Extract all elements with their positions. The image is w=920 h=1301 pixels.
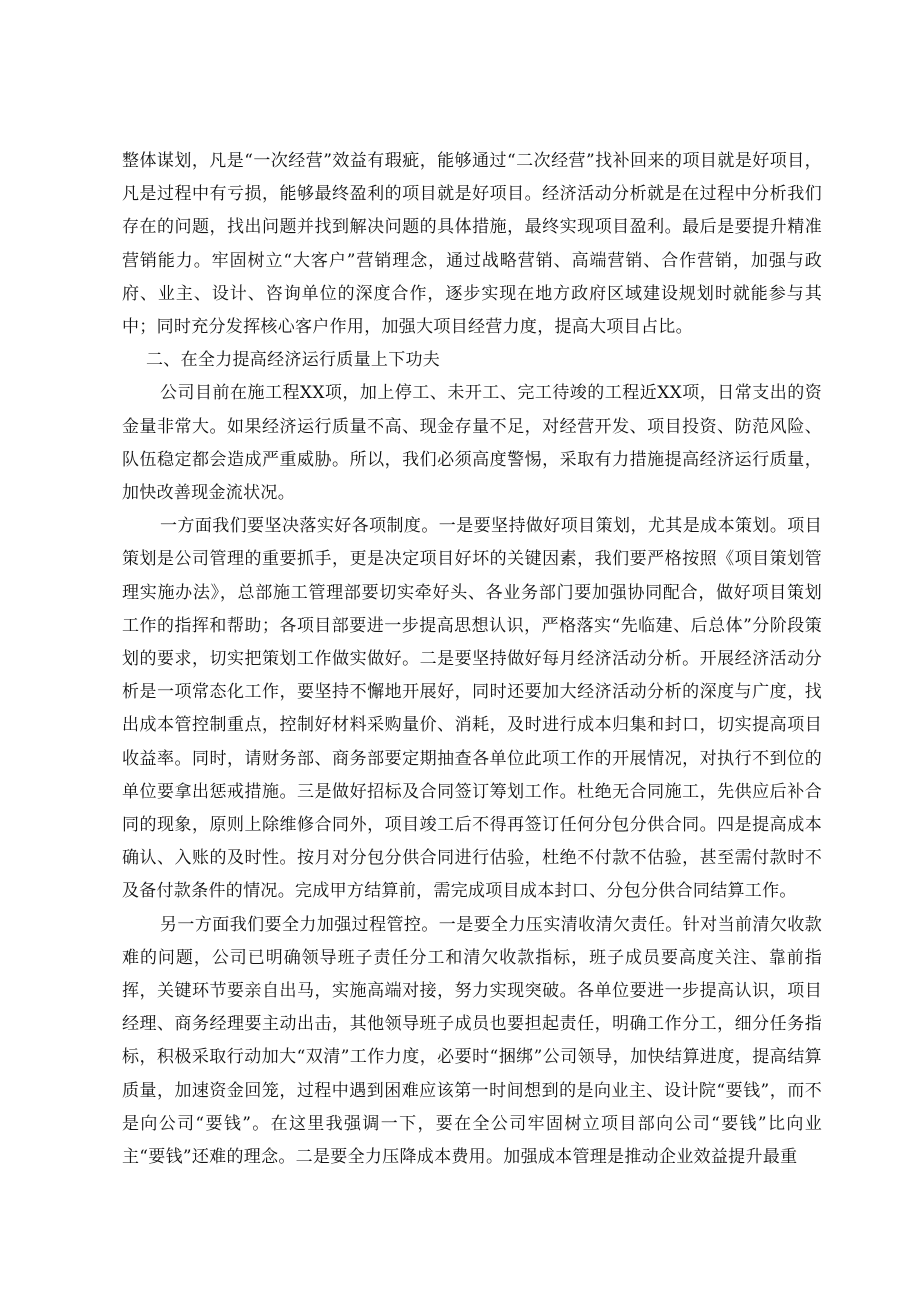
paragraph-implement-systems: 一方面我们要坚决落实好各项制度。一是要坚持做好项目策划，尤其是成本策划。项目策划是公司管理的重要抓手，更是决定项目好坏的关键因素，我们要严格按照《项目策划管理实施办法》，总部施工管理部要切实牵好头、各业务部门要加强协同配合，做好项目策划工作的指挥和帮助；各项目部要进一步提高思想认识，严格落实“先临建、后总体”分阶段策划的要求，切实把策划工作做实做好。二是要坚持做好每月经济活动分析。开展经济活动分析是一项常态化工作，要坚持不懈地开展好，同时还要加大经济活动分析的深度与广度，找出成本管控制重点，控制好材料采购量价、消耗，及时进行成本归集和封口，切实提高项目收益率。同时，请财务部、商务部要定期抽查各单位此项工作的开展情况，对执行不到位的单位要拿出惩戒措施。三是做好招标及合同签订筹划工作。杜绝无合同施工，先供应后补合同的现象，原则上除维修合同外，项目竣工后不得再签订任何分包分供合同。四是提高成本确认、入账的及时性。按月对分包分供合同进行估验，杜绝不付款不估验，甚至需付款时不及备付款条件的情况。完成甲方结算前，需完成项目成本封口、分包分供合同结算工作。 <box>122 516 822 902</box>
paragraph-operations-overview: 公司目前在施工程XX项，加上停工、未开工、完工待竣的工程近XX项，日常支出的资金量非常大。如果经济运行质量不高、现金存量不足，对经营开发、项目投资、防范风险、队伍稳定都会造成严重威胁。所以，我们必须高度警惕，采取有力措施提高经济运行质量，加快改善现金流状况。 <box>122 383 822 504</box>
document-body <box>122 145 822 1174</box>
paragraph-process-control: 另一方面我们要全力加强过程管控。一是要全力压实清收清欠责任。针对当前清欠收款难的问题，公司已明确领导班子责任分工和清欠收款指标，班子成员要高度关注、靠前指挥，关键环节要亲自出马，实施高端对接，努力实现突破。各单位要进一步提高认识，项目经理、商务经理要主动出击，其他领导班子成员也要担起责任，明确工作分工，细分任务指标，积极采取行动加大“双清”工作力度，必要时“捆绑”公司领导，加快结算进度，提高结算质量，加速资金回笼，过程中遇到困难应该第一时间想到的是向业主、设计院“要钱”，而不是向公司“要钱”。在这里我强调一下，要在全公司牢固树立项目部向公司“要钱”比向业主“要钱”还难的理念。二是要全力压降成本费用。加强成本管理是推动企业效益提升最重 <box>122 914 822 1168</box>
paragraph-continuation: 整体谋划，凡是“一次经营”效益有瑕疵，能够通过“二次经营”找补回来的项目就是好项目，凡是过程中有亏损，能够最终盈利的项目就是好项目。经济活动分析就是在过程中分析我们存在的问题，找出问题并找到解决问题的具体措施，最终实现项目盈利。最后是要提升精准营销能力。牢固树立“大客户”营销理念，通过战略营销、高端营销、合作营销，加强与政府、业主、设计、咨询单位的深度合作，逐步实现在地方政府区域建设规划时就能参与其中；同时充分发挥核心客户作用，加强大项目经营力度，提高大项目占比。 <box>122 151 822 338</box>
section-heading: 二、在全力提高经济运行质量上下功夫 <box>146 350 441 371</box>
